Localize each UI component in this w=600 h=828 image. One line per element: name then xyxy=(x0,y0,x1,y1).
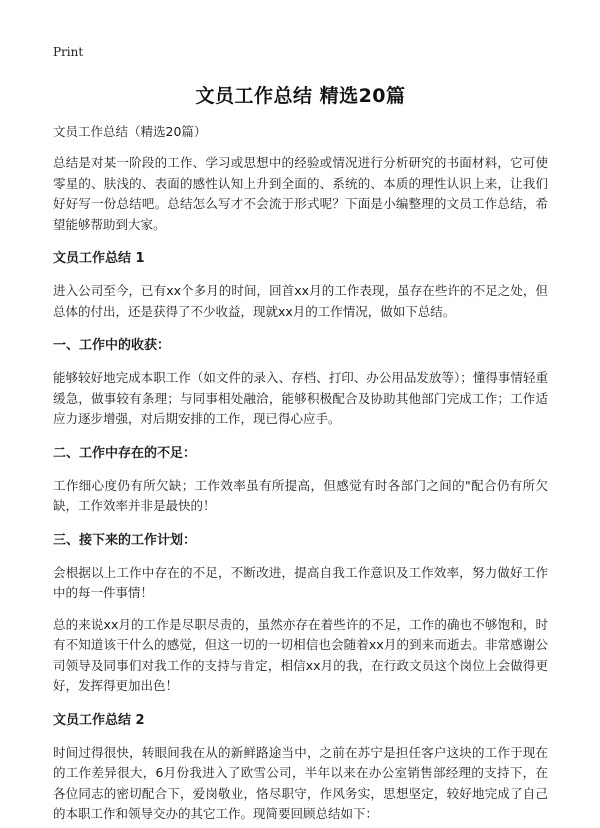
gains-paragraph: 能够较好地完成本职工作（如文件的录入、存档、打印、办公用品发放等）；懂得事情轻重缓急，做事较有条理；与同事相处融洽，能够积极配合及协助其他部门完成工作；工作适应力逐步增强，对后期安排的工作，现已得心应手。 xyxy=(53,370,548,426)
section-1-paragraph: 进入公司至今，已有xx个多月的时间，回首xx月的工作表现，虽存在些许的不足之处，但总体的付出，还是获得了不少收益，现就xx月的工作情况，做如下总结。 xyxy=(53,283,548,319)
page-title: 文员工作总结 精选20篇 xyxy=(195,85,406,107)
gains-heading: 一、工作中的收获： xyxy=(53,338,171,353)
print-link[interactable]: Print xyxy=(53,45,84,59)
plan-paragraph: 会根据以上工作中存在的不足，不断改进，提高自我工作意识及工作效率，努力做好工作中的每一件事情！ xyxy=(53,564,548,600)
section-2-paragraph: 时间过得很快，转眼间我在从的新鲜路途当中，之前在苏宁是担任客户这块的工作于现在的工作差异很大，6月份我进入了欧雪公司，半年以来在办公室销售部经理的支持下，在各位同志的密切配合下，爱岗敬业，恪尽职守，作风务实，思想坚定，较好地完成了自己的本职工作和领导交办的其它工作。现简要回顾总结如下： xyxy=(53,744,548,821)
document-subtitle: 文员工作总结（精选20篇） xyxy=(53,124,207,139)
shortcomings-paragraph: 工作细心度仍有所欠缺；工作效率虽有所提高，但感觉有时各部门之间的"配合仍有所欠缺，工作效率并非是最快的！ xyxy=(53,477,548,513)
plan-heading: 三、接下来的工作计划： xyxy=(53,532,197,548)
section-1-heading: 文员工作总结 1 xyxy=(53,251,145,266)
section-2-heading: 文员工作总结 2 xyxy=(53,712,145,728)
summary-paragraph: 总的来说xx月的工作是尽职尽责的，虽然亦存在着些许的不足，工作的确也不够饱和，时有不知道该干什么的感觉，但这一切的一切相信也会随着xx月的到来而逝去。非常感谢公司领导及同事们对我工作的支持与肯定，相信xx月的我，在行政文员这个岗位上会做得更好，发挥得更加出色！ xyxy=(53,616,548,693)
intro-paragraph: 总结是对某一阶段的工作、学习或思想中的经验或情况进行分析研究的书面材料，它可使零星的、肤浅的、表面的感性认知上升到全面的、系统的、本质的理性认识上来，让我们好好写一份总结吧。总结怎么写才不会流于形式呢？下面是小编整理的文员工作总结，希望能够帮助到大家。 xyxy=(53,155,548,232)
shortcomings-heading: 二、工作中存在的不足： xyxy=(53,445,197,461)
